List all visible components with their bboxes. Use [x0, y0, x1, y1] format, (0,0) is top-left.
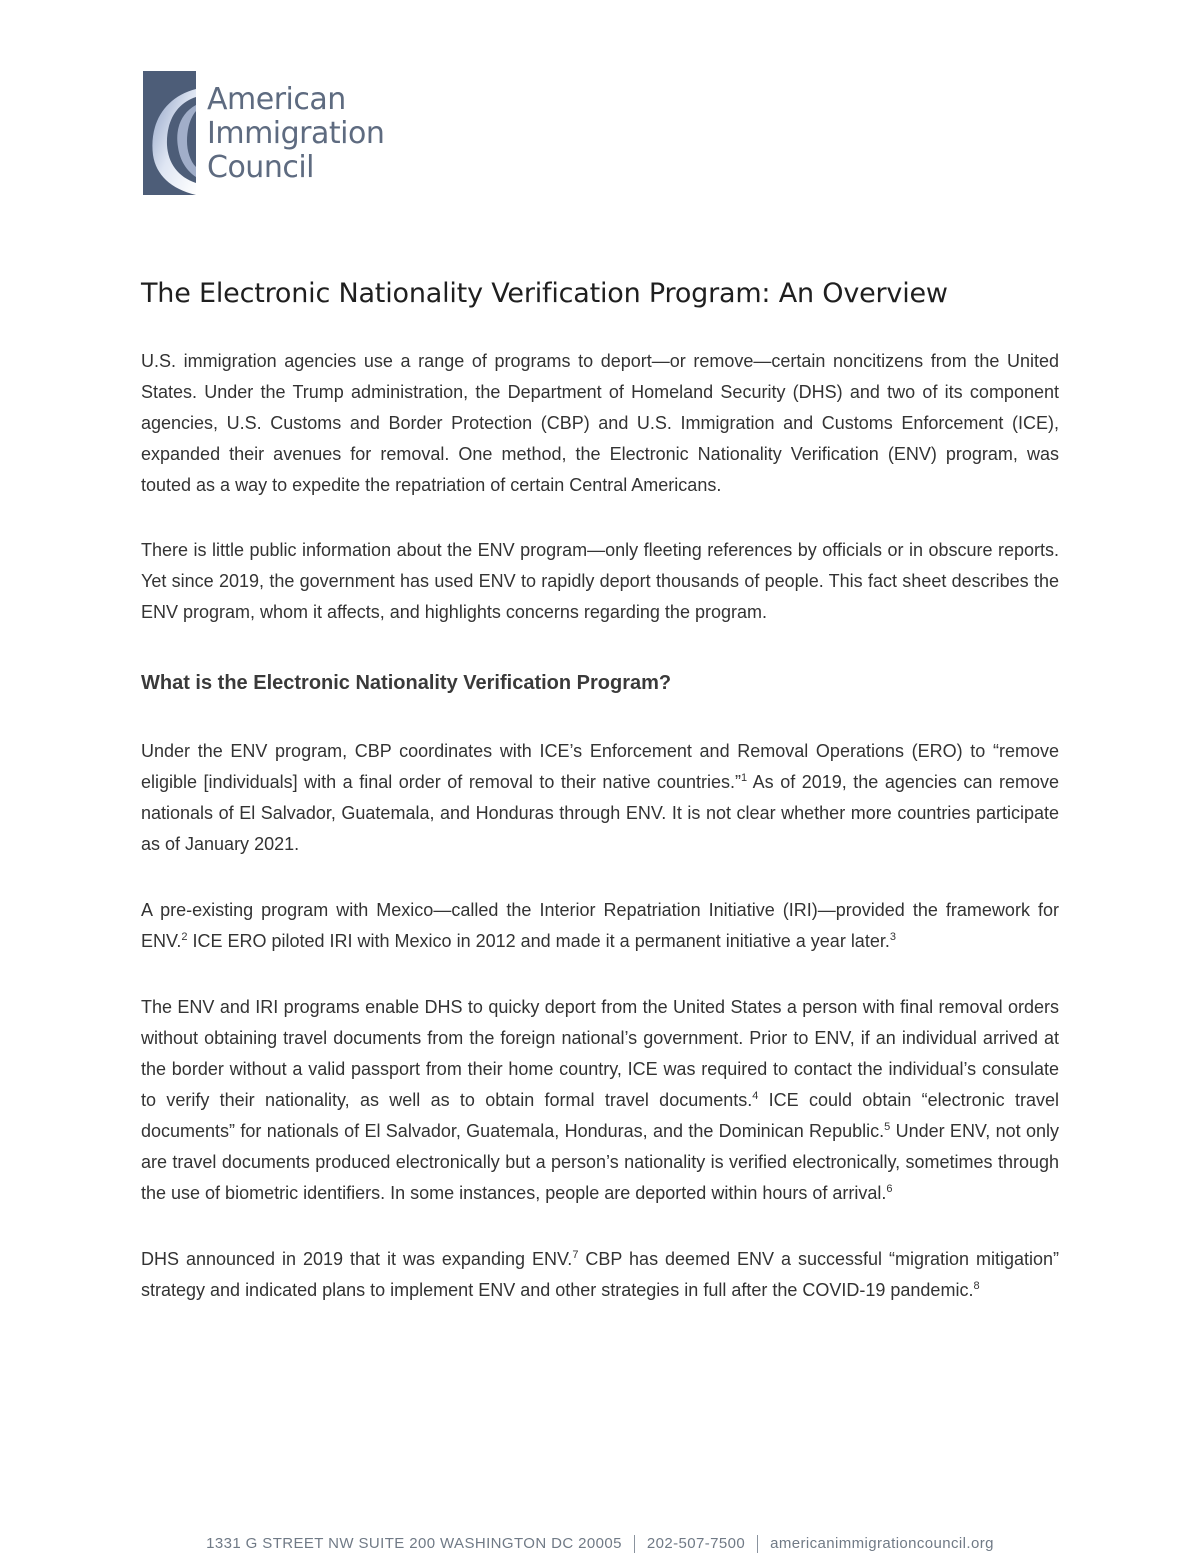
paragraph-text: DHS announced in 2019 that it was expanding ENV. — [141, 1249, 573, 1269]
logo-mark-icon — [143, 71, 196, 195]
document-body — [141, 346, 1059, 1306]
logo-wordmark — [207, 83, 384, 185]
logo-line-immigration: Immigration — [207, 116, 385, 151]
paragraph-text: The ENV and IRI programs enable DHS to quicky deport from the United States a person with final removal orders without obtaining travel documents from the foreign national’s government. Prior to ENV, if an individual arrived at the border without a valid passport from their home country, ICE was required to contact the individual’s consulate to verify their nationality, as well as to obtain formal travel documents. — [141, 997, 1059, 1110]
logo-line-american: American — [207, 82, 346, 117]
paragraph-text: ICE ERO piloted IRI with Mexico in 2012 and made it a permanent initiative a year later. — [187, 931, 890, 951]
iri-paragraph — [141, 895, 1059, 957]
footnote-ref-6[interactable]: 6 — [886, 1183, 893, 1195]
paragraph-text: As of 2019, the agencies can remove nationals of El Salvador, Guatemala, and Honduras through ENV. It is not clear whether more countries participate as of January 2021. — [141, 772, 1059, 854]
footnote-ref-5[interactable]: 5 — [884, 1121, 891, 1133]
page-footer — [0, 1533, 1200, 1555]
logo-line-council: Council — [207, 150, 314, 185]
footer-phone: 202-507-7500 — [646, 1535, 746, 1552]
intro-paragraph: U.S. immigration agencies use a range of programs to deport—or remove—certain noncitizens from the United States. Under the Trump administration, the Department of Homeland Security (DHS) and two of its component agencies, U.S. Customs and Border Protection (CBP) and U.S. Immigration and Customs Enforcement (ICE), expanded their avenues for removal. One method, the Electronic Nationality Verification (ENV) program, was touted as a way to expedite the repatriation of certain Central Americans. — [141, 351, 1059, 495]
paragraph-text: ICE could obtain “electronic travel documents” for nationals of El Salvador, Guatemala, Honduras, and the Dominican Republic. — [141, 1090, 1059, 1141]
organization-logo — [143, 71, 403, 197]
footer-divider — [634, 1535, 635, 1553]
paragraph-text: CBP has deemed ENV a successful “migration mitigation” strategy and indicated plans to implement ENV and other strategies in full after the COVID-19 pandemic. — [141, 1249, 1059, 1300]
footnote-ref-8[interactable]: 8 — [973, 1280, 980, 1292]
paragraph-text: Under ENV, not only are travel documents produced electronically but a person’s nationality is verified electronically, sometimes through the use of biometric identifiers. In some instances, people are deported within hours of arrival. — [141, 1121, 1060, 1203]
footer-website-link[interactable]: americanimmigrationcouncil.org — [770, 1535, 994, 1552]
programs-paragraph — [141, 992, 1059, 1209]
section-heading: What is the Electronic Nationality Verification Program? — [141, 672, 672, 694]
footnote-ref-7[interactable]: 7 — [572, 1249, 579, 1261]
expansion-paragraph — [141, 1244, 1059, 1306]
context-paragraph: There is little public information about the ENV program—only fleeting references by officials or in obscure reports. Yet since 2019, the government has used ENV to rapidly deport thousands of people. This fact sheet describes the ENV program, whom it affects, and highlights concerns regarding the program. — [141, 540, 1059, 622]
footnote-ref-2[interactable]: 2 — [181, 931, 188, 943]
footnote-ref-1[interactable]: 1 — [741, 772, 748, 784]
footer-divider — [757, 1535, 758, 1553]
footnote-ref-4[interactable]: 4 — [752, 1090, 759, 1102]
paragraph-text: A pre-existing program with Mexico—called the Interior Repatriation Initiative (IRI)—provided the framework for ENV. — [141, 900, 1059, 951]
footnote-ref-3[interactable]: 3 — [889, 931, 896, 943]
env-program-paragraph — [141, 736, 1059, 860]
footer-address: 1331 G STREET NW SUITE 200 WASHINGTON DC 20005 — [206, 1535, 622, 1552]
paragraph-text: Under the ENV program, CBP coordinates with ICE’s Enforcement and Removal Operations (ERO) to “remove eligible [individuals] with a final order of removal to their native countries.” — [141, 741, 1059, 792]
document-title: The Electronic Nationality Verification Program: An Overview — [141, 278, 948, 309]
